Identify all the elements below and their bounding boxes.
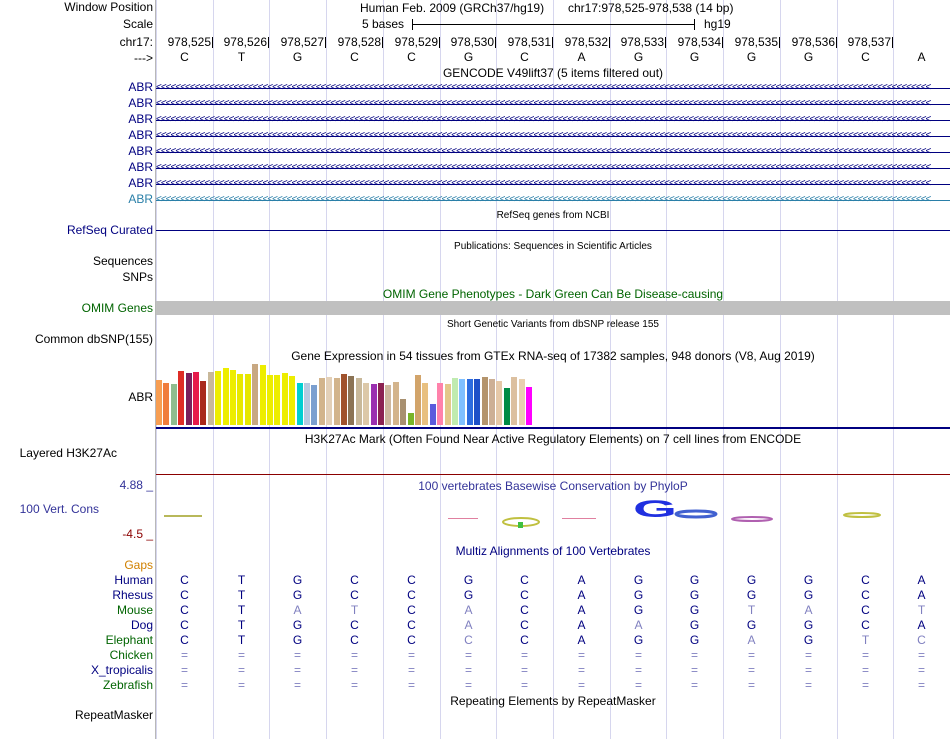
aligned-base: = [520, 678, 528, 692]
gtex-label[interactable]: ABR [128, 390, 153, 404]
phylop-mark [518, 522, 523, 528]
gencode-gene-label[interactable]: ABR [128, 96, 153, 110]
aligned-base: C [180, 633, 189, 647]
aligned-base: = [464, 648, 472, 662]
aligned-base: A [747, 633, 756, 647]
h3k27-label[interactable]: Layered H3K27Ac [19, 446, 117, 460]
gencode-gene-feature[interactable] [156, 145, 950, 159]
scale-line [412, 24, 695, 25]
aligned-base: C [350, 618, 359, 632]
aligned-base: = [634, 648, 642, 662]
phylop-min-label: -4.5 _ [122, 527, 153, 541]
gtex-tissue-bar[interactable] [526, 387, 532, 425]
aligned-base: = [350, 663, 358, 677]
refseq-label[interactable]: RefSeq Curated [66, 223, 153, 237]
coordinate-label: 978,530 [450, 35, 494, 49]
aligned-base: G [803, 633, 814, 647]
aligned-base: = [464, 678, 472, 692]
aligned-base: C [407, 633, 416, 647]
aligned-base: G [689, 573, 700, 587]
aligned-base: T [917, 603, 926, 617]
coordinate-tick [609, 37, 610, 48]
phylop-title: 100 vertebrates Basewise Conservation by PhyloP [418, 479, 688, 493]
aligned-base: = [180, 678, 188, 692]
gtex-tissue-bar[interactable] [459, 379, 465, 425]
gene-line [156, 200, 950, 201]
aligned-base: C [861, 603, 870, 617]
gtex-tissue-bar[interactable] [393, 382, 399, 425]
repeatmasker-label[interactable]: RepeatMasker [74, 708, 153, 722]
aligned-base: = [293, 663, 301, 677]
base-letter: A [577, 50, 586, 64]
aligned-base: = [520, 663, 528, 677]
position-text: chr17:978,525-978,538 (14 bp) [568, 1, 734, 15]
gtex-tissue-bar[interactable] [371, 384, 377, 425]
gtex-tissue-bar[interactable] [326, 377, 332, 425]
gtex-tissue-bar[interactable] [467, 379, 473, 425]
species-alignment-row [156, 618, 950, 633]
gtex-tissue-bar[interactable] [474, 379, 480, 425]
phylop-mark [844, 513, 880, 517]
gencode-gene-label[interactable]: ABR [128, 80, 153, 94]
base-letter: G [463, 50, 474, 64]
aligned-base: C [180, 588, 189, 602]
aligned-base: C [180, 603, 189, 617]
coordinate-tick [722, 37, 723, 48]
gtex-tissue-bar[interactable] [319, 378, 325, 425]
aligned-base: A [917, 573, 926, 587]
gencode-gene-label[interactable]: ABR [128, 112, 153, 126]
base-letter: A [917, 50, 926, 64]
aligned-base: A [577, 588, 586, 602]
gtex-tissue-bar[interactable] [245, 374, 251, 425]
aligned-base: C [917, 633, 926, 647]
aligned-base: G [746, 588, 757, 602]
aligned-base: = [350, 678, 358, 692]
coordinate-tick [325, 37, 326, 48]
aligned-base: C [407, 618, 416, 632]
aligned-base: A [917, 588, 926, 602]
aligned-base: = [407, 678, 415, 692]
aligned-base: = [180, 663, 188, 677]
coordinate-label: 978,525 [167, 35, 211, 49]
aligned-base: C [520, 588, 529, 602]
h3k27-title: H3K27Ac Mark (Often Found Near Active Regulatory Elements) on 7 cell lines from ENCODE [304, 432, 802, 446]
species-label-rhesus[interactable]: Rhesus [112, 588, 153, 602]
gtex-tissue-bar[interactable] [504, 388, 510, 425]
gtex-tissue-bar[interactable] [171, 384, 177, 425]
aligned-base: C [520, 618, 529, 632]
coordinate-label: 978,537 [847, 35, 891, 49]
aligned-base: T [237, 573, 246, 587]
aligned-base: G [689, 618, 700, 632]
species-label-chicken[interactable]: Chicken [109, 648, 153, 662]
coordinate-label: 978,527 [280, 35, 324, 49]
phylop-max-label: 4.88 _ [119, 478, 153, 492]
aligned-base: = [464, 663, 472, 677]
aligned-base: A [577, 633, 586, 647]
coordinate-label: 978,531 [507, 35, 551, 49]
aligned-base: G [292, 588, 303, 602]
coordinate-tick [212, 37, 213, 48]
aligned-base: C [350, 573, 359, 587]
aligned-base: T [237, 633, 246, 647]
gtex-tissue-bar[interactable] [230, 370, 236, 425]
gene-line [156, 136, 950, 137]
aligned-base: T [350, 603, 359, 617]
aligned-base: G [292, 618, 303, 632]
base-letter: C [350, 50, 359, 64]
aligned-base: C [180, 618, 189, 632]
gtex-tissue-bar[interactable] [415, 375, 421, 425]
gtex-tissue-bar[interactable] [341, 374, 347, 425]
strand-label: ---> [134, 51, 153, 65]
phylop-glyph: G [633, 496, 677, 523]
gtex-tissue-bar[interactable] [445, 384, 451, 425]
aligned-base: C [861, 618, 870, 632]
base-letter: T [237, 50, 246, 64]
coordinate-label: 978,536 [791, 35, 835, 49]
aligned-base: = [804, 648, 812, 662]
phylop-mark [562, 518, 596, 519]
dbsnp-title: Short Genetic Variants from dbSNP release 155 [447, 319, 659, 330]
aligned-base: = [237, 648, 245, 662]
coordinate-label: 978,526 [223, 35, 267, 49]
base-letter: G [746, 50, 757, 64]
gencode-title: GENCODE V49lift37 (5 items filtered out) [442, 66, 664, 80]
gencode-gene-label[interactable]: ABR [128, 192, 153, 206]
omim-band[interactable] [156, 301, 950, 315]
aligned-base: G [689, 603, 700, 617]
aligned-base: G [633, 603, 644, 617]
gtex-tissue-bar[interactable] [437, 383, 443, 425]
aligned-base: = [634, 663, 642, 677]
gtex-tissue-bar[interactable] [186, 373, 192, 425]
gencode-gene-feature[interactable] [156, 81, 950, 95]
phylop-mark [732, 517, 772, 521]
gtex-bar-chart[interactable] [156, 364, 536, 425]
base-letter: C [407, 50, 416, 64]
aligned-base: = [861, 663, 869, 677]
aligned-base: A [464, 618, 473, 632]
gencode-gene-feature[interactable] [156, 97, 950, 111]
h3k27-signal [156, 474, 950, 475]
scale-tick-left [412, 19, 413, 30]
aligned-base: G [633, 588, 644, 602]
aligned-base: T [237, 618, 246, 632]
gtex-tissue-bar[interactable] [422, 383, 428, 425]
refseq-gene-line[interactable] [156, 230, 950, 231]
aligned-base: C [350, 588, 359, 602]
aligned-base: G [689, 588, 700, 602]
aligned-base: C [407, 588, 416, 602]
gencode-gene-label[interactable]: ABR [128, 176, 153, 190]
aligned-base: = [577, 678, 585, 692]
aligned-base: G [292, 573, 303, 587]
gtex-gene-line [156, 427, 950, 429]
aligned-base: T [861, 633, 870, 647]
aligned-base: = [634, 678, 642, 692]
gtex-tissue-bar[interactable] [378, 383, 384, 425]
gtex-tissue-bar[interactable] [400, 399, 406, 425]
phylop-mark [164, 515, 202, 517]
aligned-base: C [520, 603, 529, 617]
aligned-base: G [633, 573, 644, 587]
species-alignment-row [156, 633, 950, 648]
base-letter: C [520, 50, 529, 64]
aligned-base: G [803, 588, 814, 602]
gencode-gene-feature[interactable] [156, 177, 950, 191]
gtex-tissue-bar[interactable] [334, 378, 340, 425]
aligned-base: = [180, 648, 188, 662]
aligned-base: C [861, 588, 870, 602]
gtex-tissue-bar[interactable] [385, 385, 391, 425]
aligned-base: T [237, 603, 246, 617]
coordinate-tick [836, 37, 837, 48]
gtex-tissue-bar[interactable] [274, 375, 280, 425]
coordinate-tick [382, 37, 383, 48]
aligned-base: A [577, 618, 586, 632]
scale-bar [156, 17, 950, 32]
dbsnp-label[interactable]: Common dbSNP(155) [34, 332, 153, 346]
omim-label[interactable]: OMIM Genes [81, 301, 153, 315]
aligned-base: C [464, 633, 473, 647]
aligned-base: = [407, 648, 415, 662]
gtex-tissue-bar[interactable] [178, 371, 184, 425]
coordinate-tick [779, 37, 780, 48]
gtex-tissue-bar[interactable] [237, 374, 243, 425]
gtex-tissue-bar[interactable] [408, 413, 414, 425]
species-alignment-row [156, 573, 950, 588]
species-label-elephant[interactable]: Elephant [105, 633, 153, 647]
aligned-base: = [861, 648, 869, 662]
base-letter: G [689, 50, 700, 64]
gencode-gene-feature[interactable] [156, 193, 950, 207]
coordinate-tick [552, 37, 553, 48]
aligned-base: G [292, 633, 303, 647]
aligned-base: = [577, 648, 585, 662]
gencode-gene-label[interactable]: ABR [128, 128, 153, 142]
publications-title: Publications: Sequences in Scientific Articles [454, 241, 652, 252]
aligned-base: A [577, 603, 586, 617]
gtex-tissue-bar[interactable] [430, 404, 436, 425]
gencode-gene-feature[interactable] [156, 129, 950, 143]
gtex-tissue-bar[interactable] [163, 383, 169, 425]
aligned-base: G [633, 633, 644, 647]
aligned-base: C [861, 573, 870, 587]
chrom-label: chr17: [119, 35, 153, 49]
coordinate-label: 978,532 [564, 35, 608, 49]
species-label-zebrafish[interactable]: Zebrafish [102, 678, 153, 692]
window-position-label: Window Position [64, 0, 153, 14]
aligned-base: T [747, 603, 756, 617]
base-letter: G [633, 50, 644, 64]
multiz-title: Multiz Alignments of 100 Vertebrates [455, 544, 651, 558]
gene-line [156, 104, 950, 105]
gtex-tissue-bar[interactable] [311, 385, 317, 425]
aligned-base: G [803, 573, 814, 587]
refseq-title: RefSeq genes from NCBI [496, 210, 610, 221]
gene-line [156, 168, 950, 169]
aligned-base: T [237, 588, 246, 602]
gtex-tissue-bar[interactable] [215, 371, 221, 425]
aligned-base: G [746, 618, 757, 632]
aligned-base: A [634, 618, 643, 632]
scale-tick-right [694, 19, 695, 30]
aligned-base: A [804, 603, 813, 617]
species-label-x_tropicalis[interactable]: X_tropicalis [90, 663, 153, 677]
coordinate-label: 978,528 [337, 35, 381, 49]
phylop-logo [156, 495, 950, 535]
gtex-tissue-bar[interactable] [200, 381, 206, 425]
aligned-base: C [407, 603, 416, 617]
gtex-tissue-bar[interactable] [496, 381, 502, 425]
gtex-tissue-bar[interactable] [223, 368, 229, 425]
gtex-tissue-bar[interactable] [348, 376, 354, 425]
species-label-mouse[interactable]: Mouse [116, 603, 153, 617]
gtex-tissue-bar[interactable] [193, 372, 199, 425]
gencode-gene-label[interactable]: ABR [128, 144, 153, 158]
aligned-base: G [463, 573, 474, 587]
gencode-gene-feature[interactable] [156, 113, 950, 127]
aligned-base: C [520, 573, 529, 587]
base-sequence [156, 50, 950, 65]
coordinate-tick [268, 37, 269, 48]
aligned-base: = [293, 678, 301, 692]
species-alignment-row [156, 603, 950, 618]
gtex-tissue-bar[interactable] [363, 383, 369, 425]
species-label-dog[interactable]: Dog [130, 618, 153, 632]
species-alignment-row [156, 648, 950, 663]
aligned-base: = [917, 648, 925, 662]
aligned-base: = [747, 678, 755, 692]
gtex-tissue-bar[interactable] [482, 377, 488, 425]
snps-label[interactable]: SNPs [122, 270, 153, 284]
gaps-label[interactable]: Gaps [124, 558, 153, 572]
aligned-base: A [293, 603, 302, 617]
aligned-base: = [520, 648, 528, 662]
gene-line [156, 88, 950, 89]
gtex-tissue-bar[interactable] [289, 376, 295, 425]
aligned-base: = [804, 678, 812, 692]
species-alignment-row [156, 588, 950, 603]
aligned-base: G [746, 573, 757, 587]
coordinate-ruler [156, 35, 950, 50]
aligned-base: C [520, 633, 529, 647]
coordinate-label: 978,535 [734, 35, 778, 49]
gtex-tissue-bar[interactable] [452, 378, 458, 425]
species-label-human[interactable]: Human [114, 573, 153, 587]
gtex-tissue-bar[interactable] [260, 365, 266, 425]
aligned-base: A [464, 603, 473, 617]
aligned-base: = [577, 663, 585, 677]
gtex-tissue-bar[interactable] [489, 379, 495, 425]
coordinate-label: 978,534 [677, 35, 721, 49]
aligned-base: = [237, 678, 245, 692]
assembly-text: Human Feb. 2009 (GRCh37/hg19) [360, 1, 545, 15]
aligned-base: = [917, 663, 925, 677]
aligned-base: C [350, 633, 359, 647]
species-alignment-row [156, 678, 950, 693]
aligned-base: G [689, 633, 700, 647]
aligned-base: = [690, 663, 698, 677]
coordinate-tick [665, 37, 666, 48]
repeatmasker-title: Repeating Elements by RepeatMasker [450, 694, 656, 708]
gtex-tissue-bar[interactable] [304, 383, 310, 425]
aligned-base: C [180, 573, 189, 587]
aligned-base: A [917, 618, 926, 632]
aligned-base: = [917, 678, 925, 692]
gtex-title: Gene Expression in 54 tissues from GTEx RNA-seq of 17382 samples, 948 donors (V8, Aug 2019) [291, 349, 815, 363]
scale-label: Scale [122, 17, 153, 31]
gencode-gene-label[interactable]: ABR [128, 160, 153, 174]
aligned-base: = [690, 678, 698, 692]
aligned-base: G [463, 588, 474, 602]
scale-db: hg19 [704, 17, 731, 31]
aligned-base: = [747, 663, 755, 677]
species-alignment-row [156, 663, 950, 678]
scale-text: 5 bases [362, 17, 405, 31]
phylop-mark [448, 518, 478, 519]
coordinate-tick [439, 37, 440, 48]
gene-line [156, 152, 950, 153]
gene-line [156, 184, 950, 185]
base-letter: G [803, 50, 814, 64]
aligned-base: C [407, 573, 416, 587]
omim-title: OMIM Gene Phenotypes - Dark Green Can Be Disease-causing [382, 287, 724, 301]
aligned-base: = [690, 648, 698, 662]
gtex-tissue-bar[interactable] [208, 372, 214, 425]
base-letter: C [180, 50, 189, 64]
gtex-tissue-bar[interactable] [519, 379, 525, 425]
sequences-label[interactable]: Sequences [92, 254, 153, 268]
phylop-label[interactable]: 100 Vert. Cons [19, 502, 99, 516]
track-labels [0, 0, 155, 739]
aligned-base: = [237, 663, 245, 677]
aligned-base: = [407, 663, 415, 677]
aligned-base: G [803, 618, 814, 632]
aligned-base: = [804, 663, 812, 677]
aligned-base: = [350, 648, 358, 662]
coordinate-tick [495, 37, 496, 48]
aligned-base: = [293, 648, 301, 662]
phylop-mark [676, 511, 716, 517]
gtex-tissue-bar[interactable] [252, 364, 258, 425]
coordinate-label: 978,533 [620, 35, 664, 49]
coordinate-tick [892, 37, 893, 48]
gtex-tissue-bar[interactable] [297, 383, 303, 425]
gtex-tissue-bar[interactable] [267, 375, 273, 425]
base-letter: C [861, 50, 870, 64]
aligned-base: = [747, 648, 755, 662]
aligned-base: A [577, 573, 586, 587]
base-letter: G [292, 50, 303, 64]
gtex-tissue-bar[interactable] [282, 373, 288, 425]
coordinate-label: 978,529 [394, 35, 438, 49]
gtex-tissue-bar[interactable] [156, 380, 162, 425]
gtex-tissue-bar[interactable] [511, 377, 517, 425]
gene-line [156, 120, 950, 121]
gencode-gene-feature[interactable] [156, 161, 950, 175]
aligned-base: = [861, 678, 869, 692]
gtex-tissue-bar[interactable] [356, 378, 362, 425]
